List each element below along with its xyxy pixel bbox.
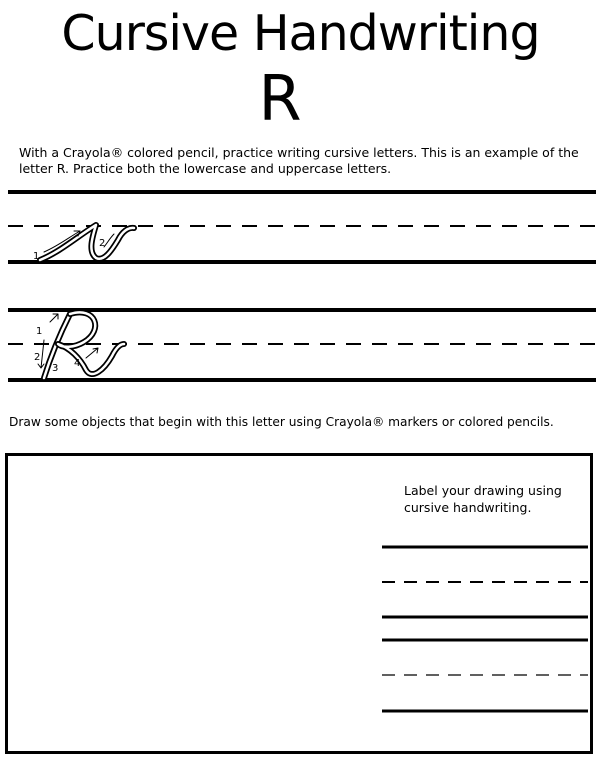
featured-letter: R xyxy=(258,62,302,135)
stroke-number-lower-1: 1 xyxy=(33,251,40,262)
stroke-number-lower-2: 2 xyxy=(99,238,106,249)
page-title: Cursive Handwriting xyxy=(61,5,540,62)
stroke-number-upper-4: 4 xyxy=(74,358,81,369)
label-prompt: Label your drawing using cursive handwriting. xyxy=(404,483,562,515)
practice-instructions: With a Crayola® colored pencil, practice writing cursive letters. This is an example of the letter R. Practice both the lowercase and uppercase letters. xyxy=(19,145,579,176)
stroke-number-upper-3: 3 xyxy=(52,363,59,374)
drawing-instructions: Draw some objects that begin with this letter using Crayola® markers or colored pencils. xyxy=(9,415,554,429)
stroke-number-upper-1: 1 xyxy=(36,326,43,337)
stroke-number-upper-2: 2 xyxy=(34,352,41,363)
